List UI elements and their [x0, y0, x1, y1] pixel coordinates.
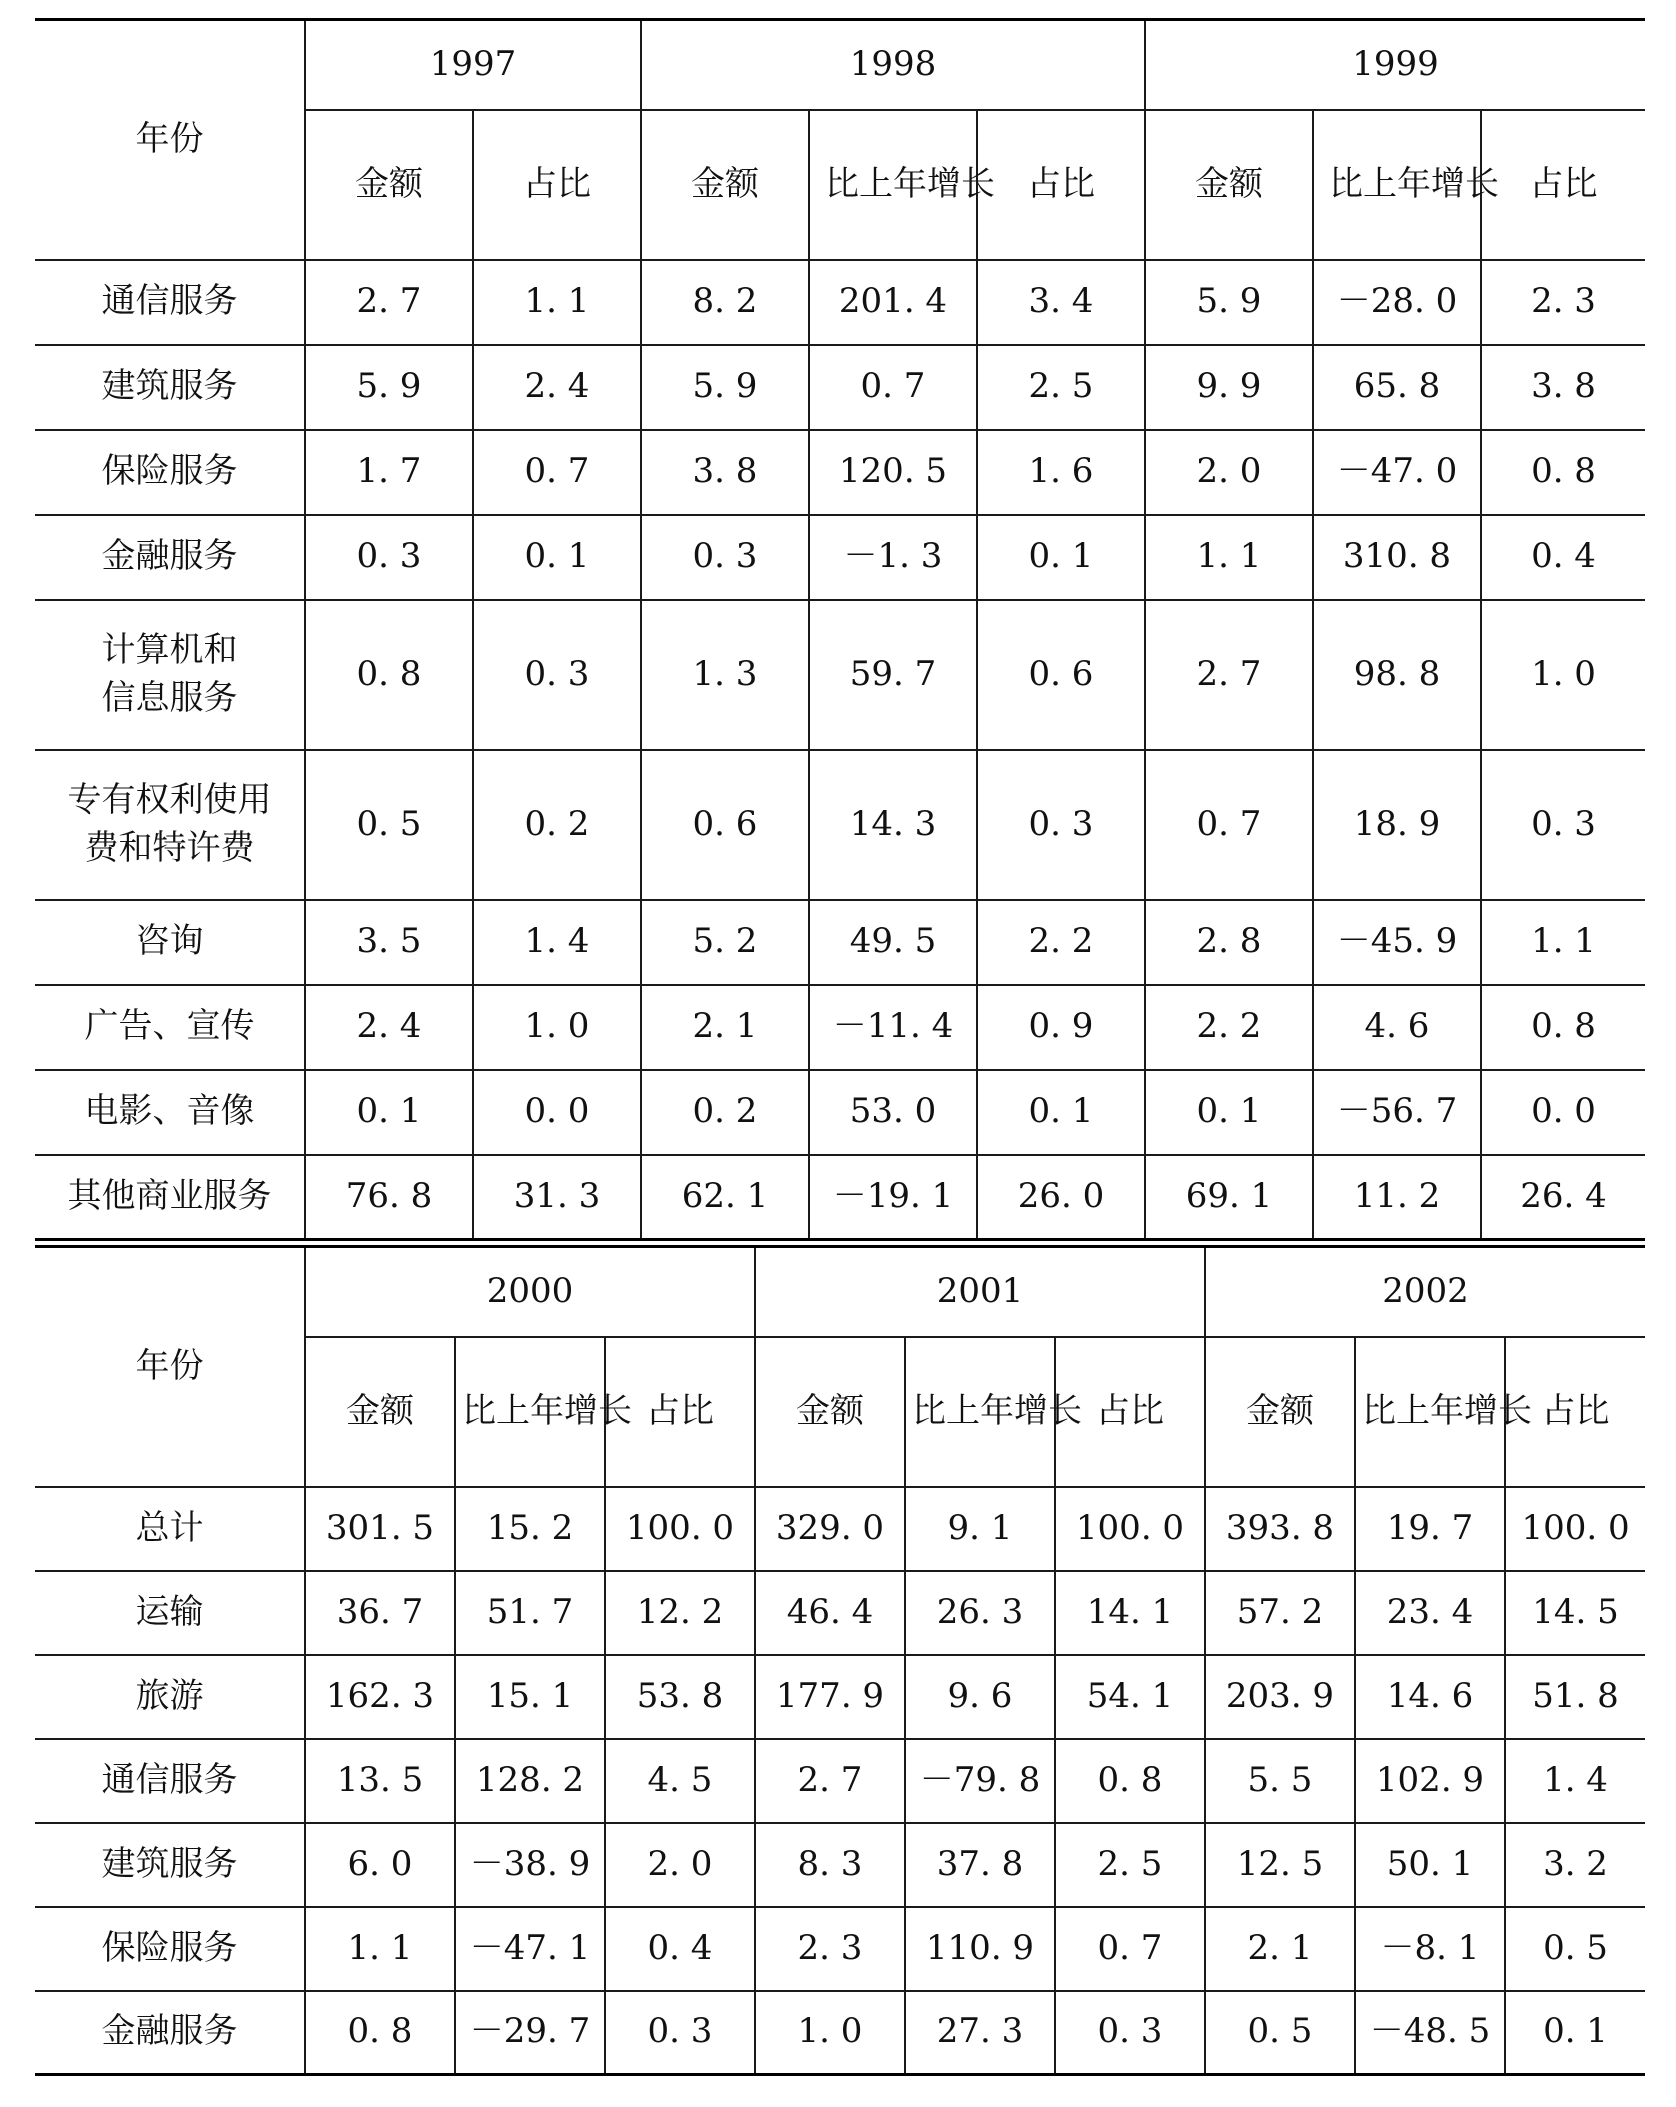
- table-cell: 0. 7: [473, 430, 641, 515]
- table-cell: －8. 1: [1355, 1907, 1505, 1991]
- services-table-1997-1999: [35, 18, 1645, 1241]
- col-header-share: 占比: [977, 110, 1145, 260]
- table-cell: 9. 1: [905, 1487, 1055, 1571]
- col-header-amount: 金额: [305, 1337, 455, 1487]
- table-row: [35, 900, 1645, 985]
- table-cell: 3. 8: [1481, 345, 1645, 430]
- year-header-1997: 1997: [305, 20, 641, 110]
- table-cell: 12. 2: [605, 1571, 755, 1655]
- table-cell: －1. 3: [809, 515, 977, 600]
- table-row: [35, 1070, 1645, 1155]
- table-row: [35, 1655, 1645, 1739]
- row-label: 运输: [35, 1571, 305, 1655]
- table-row: [35, 1571, 1645, 1655]
- table-cell: 2. 3: [755, 1907, 905, 1991]
- table-cell: 11. 2: [1313, 1155, 1481, 1240]
- table-cell: 0. 0: [1481, 1070, 1645, 1155]
- table-cell: 0. 6: [641, 750, 809, 900]
- table-cell: 2. 7: [305, 260, 473, 345]
- table-cell: 2. 8: [1145, 900, 1313, 985]
- table-row: [35, 1907, 1645, 1991]
- table-cell: 0. 1: [1505, 1991, 1645, 2075]
- table-cell: 1. 0: [473, 985, 641, 1070]
- table-cell: 2. 4: [305, 985, 473, 1070]
- table-cell: 23. 4: [1355, 1571, 1505, 1655]
- year-header-2000: 2000: [305, 1247, 755, 1337]
- table-cell: 393. 8: [1205, 1487, 1355, 1571]
- table-cell: 2. 2: [977, 900, 1145, 985]
- table-cell: 1. 1: [1145, 515, 1313, 600]
- col-header-growth: 比上年增长: [1355, 1337, 1505, 1487]
- table-cell: 0. 4: [605, 1907, 755, 1991]
- col-header-amount: 金额: [305, 110, 473, 260]
- table-cell: 6. 0: [305, 1823, 455, 1907]
- table-cell: 9. 6: [905, 1655, 1055, 1739]
- table-cell: 0. 3: [641, 515, 809, 600]
- table-cell: 2. 0: [1145, 430, 1313, 515]
- table-cell: 98. 8: [1313, 600, 1481, 750]
- table-cell: 329. 0: [755, 1487, 905, 1571]
- table-cell: 2. 1: [1205, 1907, 1355, 1991]
- table-cell: 13. 5: [305, 1739, 455, 1823]
- table-cell: 0. 0: [473, 1070, 641, 1155]
- table-cell: 0. 3: [1481, 750, 1645, 900]
- table-cell: 110. 9: [905, 1907, 1055, 1991]
- table-cell: －47. 0: [1313, 430, 1481, 515]
- table-row: [35, 1739, 1645, 1823]
- table-cell: 76. 8: [305, 1155, 473, 1240]
- table-cell: 0. 8: [305, 600, 473, 750]
- table-row: [35, 515, 1645, 600]
- table-cell: 0. 3: [977, 750, 1145, 900]
- col-header-share: 占比: [1481, 110, 1645, 260]
- table-row: [35, 1991, 1645, 2075]
- table-cell: 3. 4: [977, 260, 1145, 345]
- table-cell: 50. 1: [1355, 1823, 1505, 1907]
- table-cell: 1. 6: [977, 430, 1145, 515]
- table-cell: 0. 1: [1145, 1070, 1313, 1155]
- table-cell: 3. 8: [641, 430, 809, 515]
- col-header-share: 占比: [1505, 1337, 1645, 1487]
- table-cell: 54. 1: [1055, 1655, 1205, 1739]
- table-cell: 301. 5: [305, 1487, 455, 1571]
- table-cell: 14. 6: [1355, 1655, 1505, 1739]
- table-cell: 0. 2: [473, 750, 641, 900]
- year-header-2001: 2001: [755, 1247, 1205, 1337]
- table-cell: 1. 0: [1481, 600, 1645, 750]
- row-label: 保险服务: [35, 1907, 305, 1991]
- table-cell: －28. 0: [1313, 260, 1481, 345]
- col-header-share: 占比: [605, 1337, 755, 1487]
- document-body: [35, 18, 1645, 2076]
- table-cell: 0. 7: [1145, 750, 1313, 900]
- table-cell: 1. 4: [1505, 1739, 1645, 1823]
- table-cell: 26. 4: [1481, 1155, 1645, 1240]
- table-cell: －45. 9: [1313, 900, 1481, 985]
- table-cell: 59. 7: [809, 600, 977, 750]
- table-cell: 18. 9: [1313, 750, 1481, 900]
- table-cell: 2. 4: [473, 345, 641, 430]
- table-cell: 26. 3: [905, 1571, 1055, 1655]
- table-cell: 0. 3: [305, 515, 473, 600]
- table-cell: 1. 1: [473, 260, 641, 345]
- row-label: 电影、音像: [35, 1070, 305, 1155]
- table-cell: 2. 2: [1145, 985, 1313, 1070]
- table-cell: 14. 5: [1505, 1571, 1645, 1655]
- table-cell: 14. 3: [809, 750, 977, 900]
- col-header-growth: 比上年增长: [905, 1337, 1055, 1487]
- table-row: [35, 345, 1645, 430]
- table-cell: 177. 9: [755, 1655, 905, 1739]
- table-cell: 14. 1: [1055, 1571, 1205, 1655]
- table-cell: 1. 4: [473, 900, 641, 985]
- table-cell: 162. 3: [305, 1655, 455, 1739]
- row-label: 旅游: [35, 1655, 305, 1739]
- services-table-2000-2002: [35, 1245, 1645, 2076]
- table-cell: 2. 5: [977, 345, 1145, 430]
- table-cell: 8. 2: [641, 260, 809, 345]
- table-cell: 46. 4: [755, 1571, 905, 1655]
- table-cell: 12. 5: [1205, 1823, 1355, 1907]
- row-label: 其他商业服务: [35, 1155, 305, 1240]
- row-label: 咨询: [35, 900, 305, 985]
- table-cell: 310. 8: [1313, 515, 1481, 600]
- row-label: 建筑服务: [35, 1823, 305, 1907]
- table-cell: 1. 1: [1481, 900, 1645, 985]
- row-header-corner: 年份: [35, 20, 305, 260]
- table-cell: 62. 1: [641, 1155, 809, 1240]
- table-cell: 1. 7: [305, 430, 473, 515]
- table-cell: 0. 1: [305, 1070, 473, 1155]
- table-cell: 0. 5: [1505, 1907, 1645, 1991]
- table-cell: 0. 9: [977, 985, 1145, 1070]
- col-header-share: 占比: [1055, 1337, 1205, 1487]
- table-cell: 2. 7: [1145, 600, 1313, 750]
- table-cell: 5. 5: [1205, 1739, 1355, 1823]
- table-cell: 203. 9: [1205, 1655, 1355, 1739]
- table-cell: 5. 9: [1145, 260, 1313, 345]
- table-cell: 5. 2: [641, 900, 809, 985]
- row-label: 广告、宣传: [35, 985, 305, 1070]
- table-cell: －38. 9: [455, 1823, 605, 1907]
- table-row: [35, 1155, 1645, 1240]
- row-label: 通信服务: [35, 260, 305, 345]
- table-cell: 19. 7: [1355, 1487, 1505, 1571]
- table-cell: 15. 2: [455, 1487, 605, 1571]
- table-cell: 8. 3: [755, 1823, 905, 1907]
- table-cell: 0. 7: [809, 345, 977, 430]
- table-cell: 0. 5: [305, 750, 473, 900]
- table-cell: －56. 7: [1313, 1070, 1481, 1155]
- table-cell: －47. 1: [455, 1907, 605, 1991]
- row-header-corner: 年份: [35, 1247, 305, 1487]
- table-cell: 3. 2: [1505, 1823, 1645, 1907]
- table-cell: 31. 3: [473, 1155, 641, 1240]
- table-cell: 100. 0: [1505, 1487, 1645, 1571]
- table-cell: 51. 7: [455, 1571, 605, 1655]
- table-cell: 3. 5: [305, 900, 473, 985]
- col-header-growth: 比上年增长: [809, 110, 977, 260]
- table-cell: 0. 1: [977, 515, 1145, 600]
- table-cell: 201. 4: [809, 260, 977, 345]
- table-cell: 53. 8: [605, 1655, 755, 1739]
- year-header-1999: 1999: [1145, 20, 1645, 110]
- table-cell: －11. 4: [809, 985, 977, 1070]
- row-label: 建筑服务: [35, 345, 305, 430]
- table-cell: 2. 0: [605, 1823, 755, 1907]
- table-row: [35, 750, 1645, 900]
- row-label: 金融服务: [35, 1991, 305, 2075]
- year-header-2002: 2002: [1205, 1247, 1645, 1337]
- table-row: [35, 1487, 1645, 1571]
- row-label: 通信服务: [35, 1739, 305, 1823]
- table-cell: 1. 0: [755, 1991, 905, 2075]
- table-cell: 0. 8: [1481, 985, 1645, 1070]
- table-cell: 0. 3: [473, 600, 641, 750]
- table-cell: 100. 0: [605, 1487, 755, 1571]
- table-row: [35, 600, 1645, 750]
- row-label: 计算机和信息服务: [35, 600, 305, 750]
- table-cell: 0. 1: [473, 515, 641, 600]
- table-cell: 1. 3: [641, 600, 809, 750]
- table-cell: 4. 6: [1313, 985, 1481, 1070]
- table-cell: －29. 7: [455, 1991, 605, 2075]
- table-row: [35, 1823, 1645, 1907]
- table-cell: 0. 8: [1481, 430, 1645, 515]
- table-row: [35, 260, 1645, 345]
- table-cell: 15. 1: [455, 1655, 605, 1739]
- table-cell: －79. 8: [905, 1739, 1055, 1823]
- row-label: 保险服务: [35, 430, 305, 515]
- table-cell: 49. 5: [809, 900, 977, 985]
- col-header-amount: 金额: [755, 1337, 905, 1487]
- col-header-amount: 金额: [641, 110, 809, 260]
- table-row: [35, 985, 1645, 1070]
- col-header-amount: 金额: [1205, 1337, 1355, 1487]
- table-cell: 102. 9: [1355, 1739, 1505, 1823]
- table-cell: 2. 5: [1055, 1823, 1205, 1907]
- row-label: 金融服务: [35, 515, 305, 600]
- table-cell: 2. 3: [1481, 260, 1645, 345]
- table-cell: 37. 8: [905, 1823, 1055, 1907]
- table-cell: 27. 3: [905, 1991, 1055, 2075]
- table-cell: 0. 5: [1205, 1991, 1355, 2075]
- table-cell: －19. 1: [809, 1155, 977, 1240]
- table-cell: 5. 9: [305, 345, 473, 430]
- table-cell: 57. 2: [1205, 1571, 1355, 1655]
- table-cell: 0. 6: [977, 600, 1145, 750]
- table-cell: 0. 7: [1055, 1907, 1205, 1991]
- table-cell: 2. 1: [641, 985, 809, 1070]
- table-cell: 0. 8: [1055, 1739, 1205, 1823]
- table-cell: 4. 5: [605, 1739, 755, 1823]
- table-row: [35, 430, 1645, 515]
- table-cell: 0. 3: [1055, 1991, 1205, 2075]
- table-cell: 0. 4: [1481, 515, 1645, 600]
- year-header-1998: 1998: [641, 20, 1145, 110]
- table-cell: 9. 9: [1145, 345, 1313, 430]
- table-cell: －48. 5: [1355, 1991, 1505, 2075]
- table-cell: 0. 8: [305, 1991, 455, 2075]
- table-cell: 1. 1: [305, 1907, 455, 1991]
- table-cell: 53. 0: [809, 1070, 977, 1155]
- col-header-share: 占比: [473, 110, 641, 260]
- table-cell: 36. 7: [305, 1571, 455, 1655]
- table-cell: 0. 2: [641, 1070, 809, 1155]
- table-cell: 2. 7: [755, 1739, 905, 1823]
- row-label: 专有权利使用费和特许费: [35, 750, 305, 900]
- table-cell: 0. 1: [977, 1070, 1145, 1155]
- table-cell: 0. 3: [605, 1991, 755, 2075]
- table-cell: 128. 2: [455, 1739, 605, 1823]
- col-header-amount: 金额: [1145, 110, 1313, 260]
- table-cell: 26. 0: [977, 1155, 1145, 1240]
- table-cell: 100. 0: [1055, 1487, 1205, 1571]
- col-header-growth: 比上年增长: [455, 1337, 605, 1487]
- table-cell: 120. 5: [809, 430, 977, 515]
- table-cell: 65. 8: [1313, 345, 1481, 430]
- row-label: 总计: [35, 1487, 305, 1571]
- table-cell: 69. 1: [1145, 1155, 1313, 1240]
- col-header-growth: 比上年增长: [1313, 110, 1481, 260]
- table-cell: 5. 9: [641, 345, 809, 430]
- table-cell: 51. 8: [1505, 1655, 1645, 1739]
